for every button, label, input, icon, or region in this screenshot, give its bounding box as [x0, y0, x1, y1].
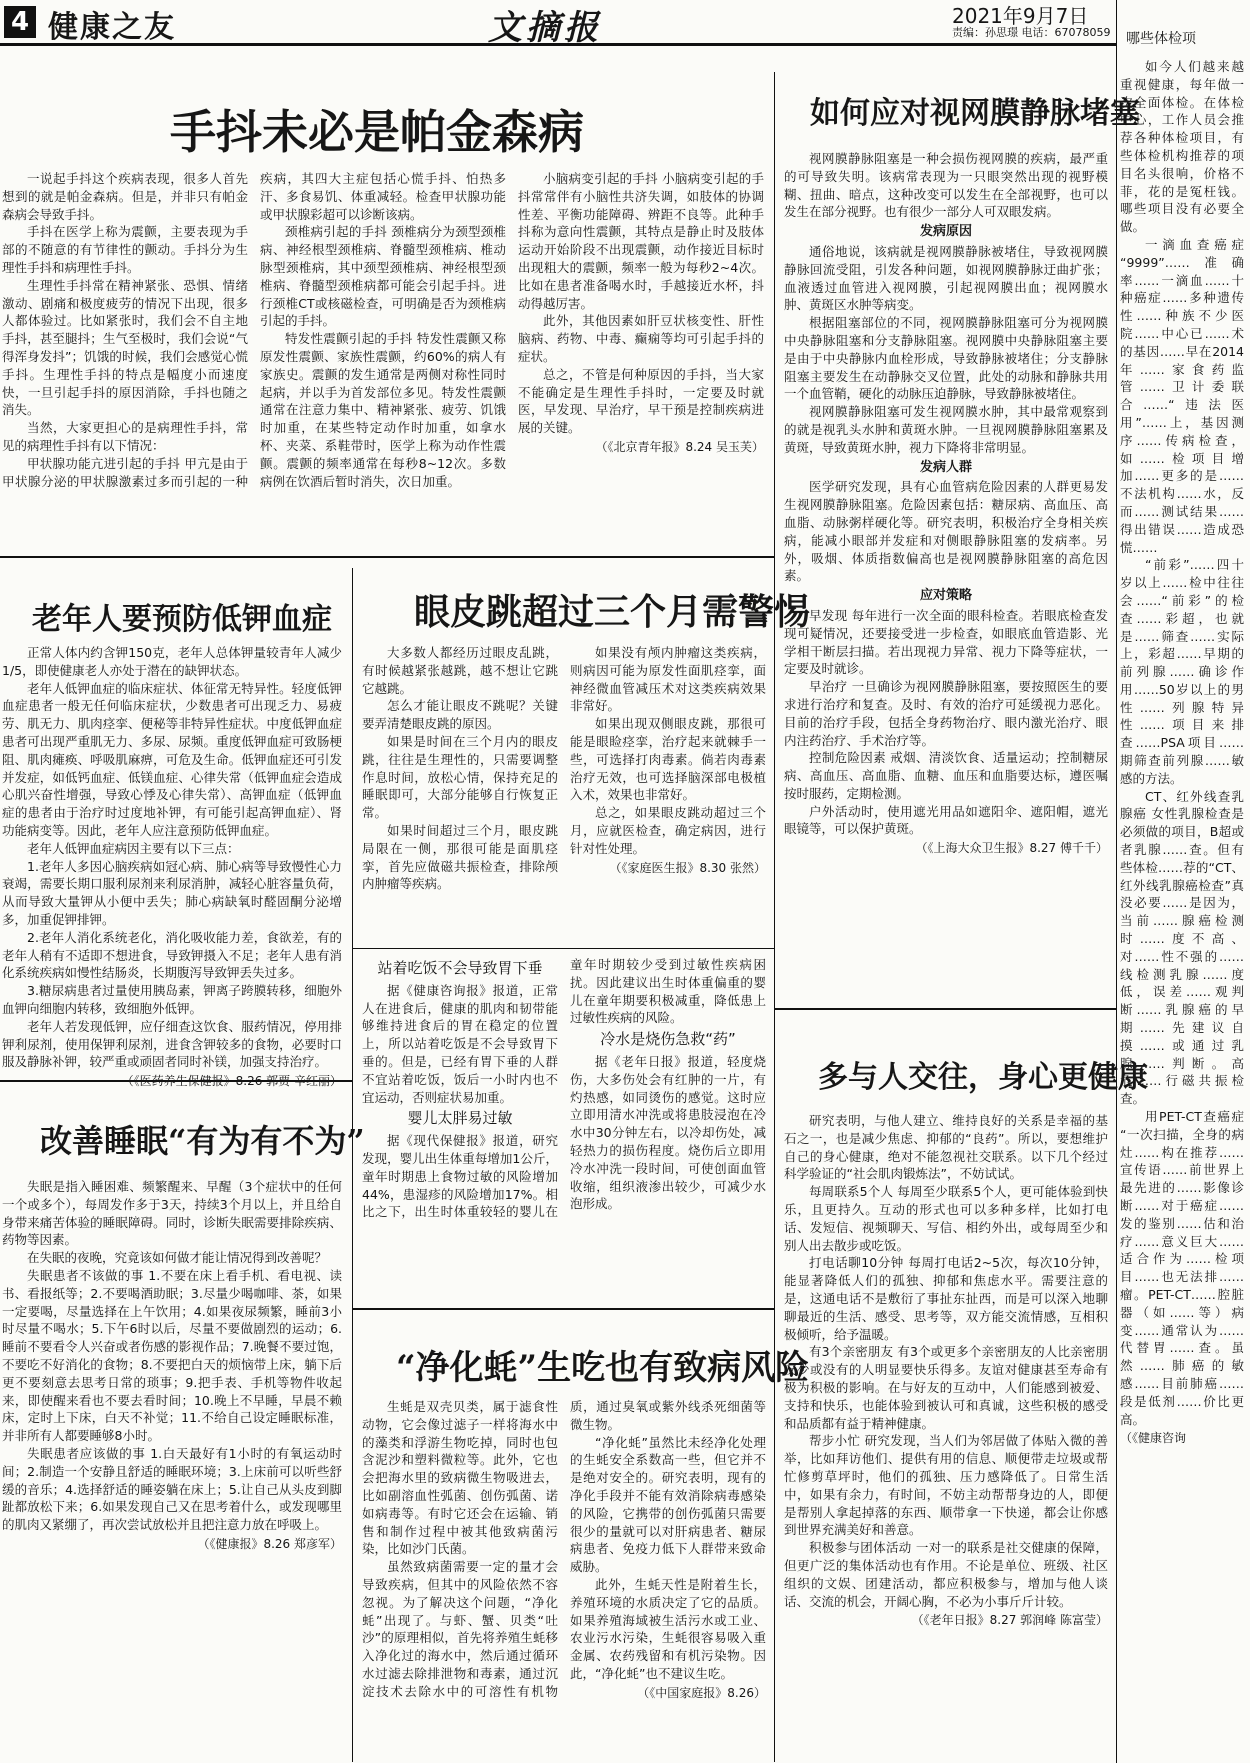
subheading: 发病人群	[919, 459, 972, 475]
column-rule	[352, 568, 353, 1762]
section-rule	[774, 1008, 1116, 1010]
article-source: （《健康咨询	[1120, 1431, 1187, 1446]
article-source: （《家庭医生报》8.30 张然）	[609, 860, 766, 875]
article-body-social: 研究表明，与他人建立、维持良好的关系是幸福的基石之一，也是减少焦虑、抑郁的“良药”。所以，要想维护自己的身心健康，绝对不能忽视社交联系。以下几个经过科学验证的“社会肌肉锻炼法”，不妨试试。 每周联系5个人 每周至少联系5个人，更可能体验到快乐，且更持久。互动的形式也可以多种多样，比如打电话、发短信、视频聊天、写信、相约外出，或每周至少和别人出去散步或吃饭。 打电话聊10分钟 每周打电话2~5次，每次10分钟，能显著降低人们的孤独、抑郁和焦虑水平。需要注意的是，这通电话不是敷衍了事扯东扯西，而是可以深入地聊聊最近的生活、感受、思考等，双方能交流情感，互相积极倾听，给予温暖。 有3个亲密朋友 有3个或更多个亲密朋友的人比亲密朋友少或没有的人明显要快乐得多。友谊对健康甚至寿命有极为积极的影响。在与好友的互动中，人们能感到被爱、支持和快乐，也能体验到被认可和真诚，这些积极的感受和品质都有益于精神健康。 帮步小忙 研究发现，当人们为邻居做了体贴入微的善举，比如拜访他们、提供有用的信息、顺便带走垃圾或帮忙修剪草坪时，他们的孤独、压力感降低了。日常生活中，如果有余力，有时间，不妨主动帮帮身边的人，即便是帮别人拿起掉落的东西、顺带拿一下快递，都会让你感到世界充满美好和善意。 积极参与团体活动 一对一的联系是社交健康的保障，但更广泛的集体活动也有作用。不论是单位、班级、社区组织的文娱、团建活动，都应积极参与，增加与他人谈话、交流的机会，开阔心胸，不必为小事斤斤计较。 （《老年日报》8.27 郭润峰 陈富莹）	[784, 1112, 1108, 1760]
section-rule	[0, 556, 774, 558]
subheading: 应对策略	[919, 588, 972, 604]
article-title-sleep: 改善睡眠“有为有不为”	[40, 1122, 365, 1160]
newspaper-brand: 文摘报	[488, 8, 602, 48]
briefs-block: 站着吃饭不会导致胃下垂 据《健康咨询报》报道，正常人在进食后，健康的肌肉和韧带能够维持进食后的胃在稳定的位置上，所以站着吃饭是不会导致胃下垂的。但是，已经有胃下垂的人群不宜站着吃饭，饭后一小时内也不宜运动，否则症状易加重。 婴儿太胖易过敏 据《现代保健报》报道，研究发现，婴儿出生体重每增加1公斤，童年时期患上食物过敏的风险增加44%，患湿疹的风险增加17%。相比之下，出生时体重较轻的婴儿在童年时期较少受到过敏性疾病困扰。因此建议出生时体重偏重的婴儿在童年期要积极减重，降低患上过敏性疾病的风险。 冷水是烧伤急救“药” 据《老年日报》报道，轻度烧伤，大多伤处会有红肿的一片，有灼热感，如同烫伤的感觉。这时应立即用清水冲洗或将患肢浸泡在冷水中30分钟左右，以冷却伤处，减轻热力的损伤程度。烧伤后立即用冷水冲洗一段时间，可使创面血管收缩，组织液渗出较少，可减少水泡形成。	[362, 957, 766, 1220]
subheading: 发病原因	[919, 224, 972, 240]
article-title-social: 多与人交往，身心更健康	[818, 1060, 1148, 1095]
article-source: （《北京青年报》8.24 吴玉芙）	[595, 439, 764, 454]
brief-title: 婴儿太胖易过敏	[407, 1109, 513, 1128]
article-source: （《中国家庭报》8.26）	[637, 1685, 766, 1700]
article-body-eyelid: 大多数人都经历过眼皮乱跳，有时候越紧张越跳，越不想让它跳它越跳。 怎么才能让眼皮不跳呢？关键要弄清楚眼皮跳的原因。 如果是时间在三个月内的眼皮跳，往往是生理性的，只需要调整作息时间，放松心情，保持充足的睡眠即可，大部分能够自行恢复正常。 如果时间超过三个月，眼皮跳局限在一侧，那很可能是面肌痉挛，首先应做磁共振检查，排除颅内肿瘤等疾病。 如果没有颅内肿瘤这类疾病，则病因可能为原发性面肌痉挛，面神经微血管减压术对这类疾病效果非常好。 如果出现双侧眼皮跳，那很可能是眼睑痉挛，治疗起来就棘手一些，可选择打肉毒素。倘若肉毒素治疗无效，也可选择脑深部电极植入术，效果也非常好。 总之，如果眼皮跳动超过三个月，应就医检查，确定病因，进行针对性处理。 （《家庭医生报》8.30 张然）	[362, 645, 766, 892]
article-source: （《健康报》8.26 郑彦军）	[197, 1536, 342, 1551]
section-rule	[352, 1308, 774, 1310]
article-title-oyster: “净化蚝”生吃也有致病风险	[396, 1348, 810, 1388]
article-title-hypokalemia: 老年人要预防低钾血症	[32, 602, 332, 637]
section-rule	[352, 948, 774, 949]
brief-title: 站着吃饭不会导致胃下垂	[377, 959, 543, 977]
article-clipped-right: 哪些体检项 如今人们越来越重视健康，每年做一次全面体检。在体检中心，工作人员会推荐各种体检项目，有些体检机构推荐的项目名头很响，价格不菲，花的是冤枉钱。哪些项目没有必要全做。 一滴血查癌症 “9999”……准确率……一滴血……十种癌症……多种遗传性……种族不少医院……中心已……术的基因……早在2014年……家食药监管……卫计委联合……“违法医用”……上，基因测序……传病检查，如……检项目增加……更多的是……不法机构……水，反而……测试结果……得出错误……造成恐慌…… “前彩”……四十岁以上……检中往往会……“前彩”的检查……彩超，也就是……筛查……实际上，彩超……早期的前列腺……确诊作用……50岁以上的男性……列腺特异性……项目来排查……PSA项目……期筛查前列腺……敏感的方法。 CT、红外线查乳腺癌 女性乳腺检查是必须做的项目，B超或者乳腺……查。但有些体检……荐的“CT、红外线乳腺癌检查”真没必要……是因为，当前……腺癌检测时……度不高、对……性不强的……线检测乳腺……度低，误差……观判断……乳腺癌的早期……先建议自摸……或通过乳腺……判断。高危……行磁共振检查。 用PET-CT查癌症 “一次扫描，全身的病灶……构在推荐……宣传语……前世界上最先进的……影像诊断……对于癌症……发的鉴别……估和治疗……意义巨大……适合作为……检项目……也无法排……瘤。PET-CT……腔脏器（如……等）病变……通常认为……代替胃……查。虽然……肺癌的敏感……目前肺癌……段是低剂……价比更高。 （《健康咨询	[1120, 14, 1204, 1763]
article-body-sleep: 失眠是指入睡困难、频繁醒来、早醒（3个症状中的任何一个或多个），每周发作多于3天，持续3个月以上，并且给自身带来痛苦体验的睡眠障碍。同时，诊断失眠需要排除疾病、药物等因素。 在失眠的夜晚，究竟该如何做才能让情况得到改善呢？ 失眠患者不该做的事 1.不要在床上看手机、看电视、读书、看报纸等；2.不要喝酒助眠；3.尽量少喝咖啡、茶，如果一定要喝，尽量选择在上午饮用；4.如果夜尿频繁，睡前3小时尽量不喝水；5.下午6时以后，尽量不要做剧烈的运动；6.睡前不要看令人兴奋或者伤感的影视作品；7.晚餐不要过饱，不要吃不好消化的食物；8.不要把白天的烦恼带上床，躺下后更不要刻意去思考日常的琐事；9.把手表、手机等物件收起来，即使醒来看也不要去看时间；10.晚上不早睡，早晨不赖床，定时上下床，白天不补觉；11.不给自己设定睡眠标准，并非所有人都要睡够8小时。 失眠患者应该做的事 1.白天最好有1小时的有氧运动时间；2.制造一个安静且舒适的睡眠环境；3.上床前可以听些舒缓的音乐；4.选择舒适的睡姿躺在床上；5.让自己从头皮到脚趾都放松下来；6.如果发现自己又在思考着什么，或发现哪里的肌肉又紧绷了，再次尝试放松并且把注意力放在呼吸上。 （《健康报》8.26 郑彦军）	[2, 1178, 342, 1758]
article-source: （《上海大众卫生报》8.27 傅千千）	[915, 841, 1108, 856]
editor-info: 责编：孙思璟 电话：67078059	[952, 26, 1111, 39]
section-name: 健康之友	[48, 10, 176, 45]
article-body-oyster: 生蚝是双壳贝类，属于滤食性动物，它会像过滤子一样将海水中的藻类和浮游生物吃掉，同时也包含泥沙和塑料微粒等。此外，它也会把海水里的致病微生物吸进去，比如副溶血性弧菌、创伤弧菌、诺如病毒等。有时它还会在运输、销售和制作过程中被其他致病菌污染，比如沙门氏菌。 虽然致病菌需要一定的量才会导致疾病，但其中的风险依然不容忽视。为了解决这个问题，“净化蚝”出现了。与虾、蟹、贝类“吐沙”的原理相似，首先将养殖生蚝移入净化过的海水中，然后通过循环水过滤去除排泄物和毒素，通过沉淀技术去除水中的可溶性有机物质，通过臭氧或紫外线杀死细菌等微生物。 “净化蚝”虽然比未经净化处理的生蚝安全系数高一些，但它并不是绝对安全的。研究表明，现有的净化手段并不能有效消除病毒感染的风险，它携带的创伤弧菌只需要很少的量就可以对肝病患者、糖尿病患者、免疫力低下人群带来致命威胁。 此外，生蚝天性是附着生长，养殖环境的水质决定了它的品质。如果养殖海域被生活污水或工业、农业污水污染，生蚝很容易吸入重金属、农药残留和有机污染物。因此，“净化蚝”也不建议生吃。 （《中国家庭报》8.26）	[362, 1398, 766, 1760]
article-body-retinal-vein: 视网膜静脉阻塞是一种会损伤视网膜的疾病，最严重的可导致失明。该病常表现为一只眼突然出现的视野模糊、扭曲、暗点，这种改变可以发生在全部视野，也可以发生在部分视野。也有很少一部分人可双眼发病。 发病原因 通俗地说，该病就是视网膜静脉被堵住，导致视网膜静脉回流受阻，引发各种问题，如视网膜静脉迂曲扩张；血液透过血管进入视网膜，引起视网膜出血；视网膜水肿、黄斑区水肿等病变。 根据阻塞部位的不同，视网膜静脉阻塞可分为视网膜中央静脉阻塞和分支静脉阻塞。视网膜中央静脉阻塞主要是由于中央静脉内血栓形成，导致静脉被堵住；分支静脉阻塞主要发生在动静脉交叉位置，此处的动脉和静脉共用一个血管鞘，硬化的动脉压迫静脉，导致静脉被堵住。 视网膜静脉阻塞可发生视网膜水肿，其中最常观察到的就是视乳头水肿和黄斑水肿。一旦视网膜静脉阻塞累及黄斑，导致黄斑水肿，视力下降将非常明显。 发病人群 医学研究发现，具有心血管病危险因素的人群更易发生视网膜静脉阻塞。危险因素包括：糖尿病、高血压、高血脂、动脉粥样硬化等。研究表明，积极治疗全身相关疾病，能减小眼部并发症和对侧眼静脉阻塞的发病率。另外，吸烟、体质指数偏高也是视网膜静脉阻塞的高危因素。 应对策略 早发现 每年进行一次全面的眼科检查。若眼底检查发现可疑情况，还要接受进一步检查，如眼底血管造影、光学相干断层扫描。若出现视力异常、视力下降等症状，一定要及时就诊。 早治疗 一旦确诊为视网膜静脉阻塞，要按照医生的要求进行治疗和复查。及时、有效的治疗可延缓视力恶化。目前的治疗手段，包括全身药物治疗、眼内激光治疗、眼内注药治疗、手术治疗等。 控制危险因素 戒烟、清淡饮食、适量运动；控制糖尿病、高血压、高血脂、血糖、血压和血脂要达标，遵医嘱按时服药，定期检测。 户外活动时，使用遮光用品如遮阳伞、遮阳帽，遮光眼镜等，可以保护黄斑。 （《上海大众卫生报》8.27 傅千千）	[784, 150, 1108, 1002]
issue-date: 2021年9月7日	[952, 4, 1089, 28]
article-body-hypokalemia: 正常人体内约含钾150克，老年人总体钾量较青年人减少1/5，即使健康老人亦处于潜在的缺钾状态。 老年人低钾血症的临床症状、体征常无特异性。轻度低钾血症患者一般无任何临床症状，少数患者可出现乏力、易疲劳、肌无力、肌肉痉挛、便秘等非特异性症状。中度低钾血症患者可出现严重肌无力、多尿、尿频。重度低钾血症可致肠梗阻、肌肉瘫痪、呼吸肌麻痹，可危及生命。低钾血症还可引发并发症，如低钙血症、低镁血症、心律失常（低钾血症会造成心肌兴奋性增强，导致心悸及心律失常）、高钾血症（低钾血症的患者由于治疗时过度地补钾，有可能引起高钾血症）、肾功能病变等。因此，老年人应注意预防低钾血症。 老年人低钾血症病因主要有以下三点： 1.老年人多因心脑疾病如冠心病、肺心病等导致慢性心力衰竭，需要长期口服利尿剂来利尿消肿，减轻心脏容量负荷，从而导致大量钾从小便中丢失；肺心病缺氧时醛固酮分泌增多，加重促钾排钾。 2.老年人消化系统老化，消化吸收能力差，食欲差，有的老年人稍有不适即不想进食，导致钾摄入不足；老年人患有消化系统疾病如慢性结肠炎，长期腹泻导致钾丢失过多。 3.糖尿病患者过量使用胰岛素，钾离子跨膜转移，细胞外血钾向细胞内转移，致细胞外低钾。 老年人若发现低钾，应仔细查这饮食、服药情况，停用排钾利尿剂，使用保钾利尿剂，进食含钾较多的食物，必要时口服及静脉补钾，较严重或顽固者同时补镁，加强支持治疗。 （《医药养生保健报》8.26 郭贾 辛红丽）	[2, 644, 342, 1074]
article-title-hand-tremor: 手抖未必是帕金森病	[170, 105, 584, 159]
article-source: （《老年日报》8.27 郭润峰 陈富莹）	[911, 1613, 1108, 1628]
column-rule	[1116, 0, 1117, 1763]
article-body-hand-tremor: 一说起手抖这个疾病表现，很多人首先想到的就是帕金森病。但是，并非只有帕金森病会导致手抖。 手抖在医学上称为震颤，主要表现为手部的不随意的有节律性的颤动。手抖分为生理性手抖和病理性手抖。 生理性手抖常在精神紧张、恐惧、情绪激动、剧痛和极度疲劳的情况下出现，很多人都体验过。比如紧张时，我们会不自主地手抖，甚至腿抖；生气至极时，我们会说“气得浑身发抖”；饥饿的时候，我们会感觉心慌手抖。生理性手抖的特点是幅度小而速度快，一旦引起手抖的原因消除，手抖也随之消失。 当然，大家更担心的是病理性手抖，常见的病理性手抖有以下情况： 甲状腺功能亢进引起的手抖 甲亢是由于甲状腺分泌的甲状腺激素过多而引起的一种疾病，其四大主症包括心慌手抖、怕热多汗、多食易饥、体重减轻。检查甲状腺功能或甲状腺彩超可以诊断该病。 颈椎病引起的手抖 颈椎病分为颈型颈椎病、神经根型颈椎病、脊髓型颈椎病、椎动脉型颈椎病，其中颈型颈椎病、神经根型颈椎病、脊髓型颈椎病都可能会引起手抖。进行颈椎CT或核磁检查，可明确是否为颈椎病引起的手抖。 特发性震颤引起的手抖 特发性震颤又称原发性震颤、家族性震颤，约60%的病人有家族史。震颤的发生通常是两侧对称性同时起病，并以手为首发部位多见。特发性震颤通常在注意力集中、精神紧张、疲劳、饥饿时加重，在某些特定动作时加重，如拿水杯、夹菜、系鞋带时，医学上称为动作性震颤。震颤的频率通常在每秒8~12次。多数病例在饮酒后暂时消失，次日加重。 小脑病变引起的手抖 小脑病变引起的手抖常常伴有小脑性共济失调，如肢体的协调性差、平衡功能障碍、辨距不良等。此种手抖称为意向性震颤，其特点是静止时及肢体运动开始阶段不出现震颤，动作接近目标时出现粗大的震颤，频率一般为每秒2~4次。比如在患者准备喝水时，手越接近水杯，抖动得越厉害。 此外，其他因素如肝豆状核变性、肝性脑病、药物、中毒、癫痫等均可引起手抖的症状。 总之，不管是何种原因的手抖，当大家不能确定是生理性手抖时，一定要及时就医，早发现、早治疗，早干预是控制疾病进展的关键。 （《北京青年报》8.24 吴玉芙）	[2, 171, 764, 489]
article-title-retinal-vein: 如何应对视网膜静脉堵塞	[810, 96, 1140, 131]
brief-title: 冷水是烧伤急救“药”	[600, 1030, 736, 1049]
article-source: （《医药养生保健报》8.26 郭贾 辛红丽）	[121, 1074, 342, 1089]
article-title-eyelid: 眼皮跳超过三个月需警惕	[414, 591, 811, 633]
section-number: 4	[4, 6, 36, 38]
column-rule	[774, 72, 775, 1762]
article-title-checkup: 哪些体检项	[1126, 31, 1196, 47]
